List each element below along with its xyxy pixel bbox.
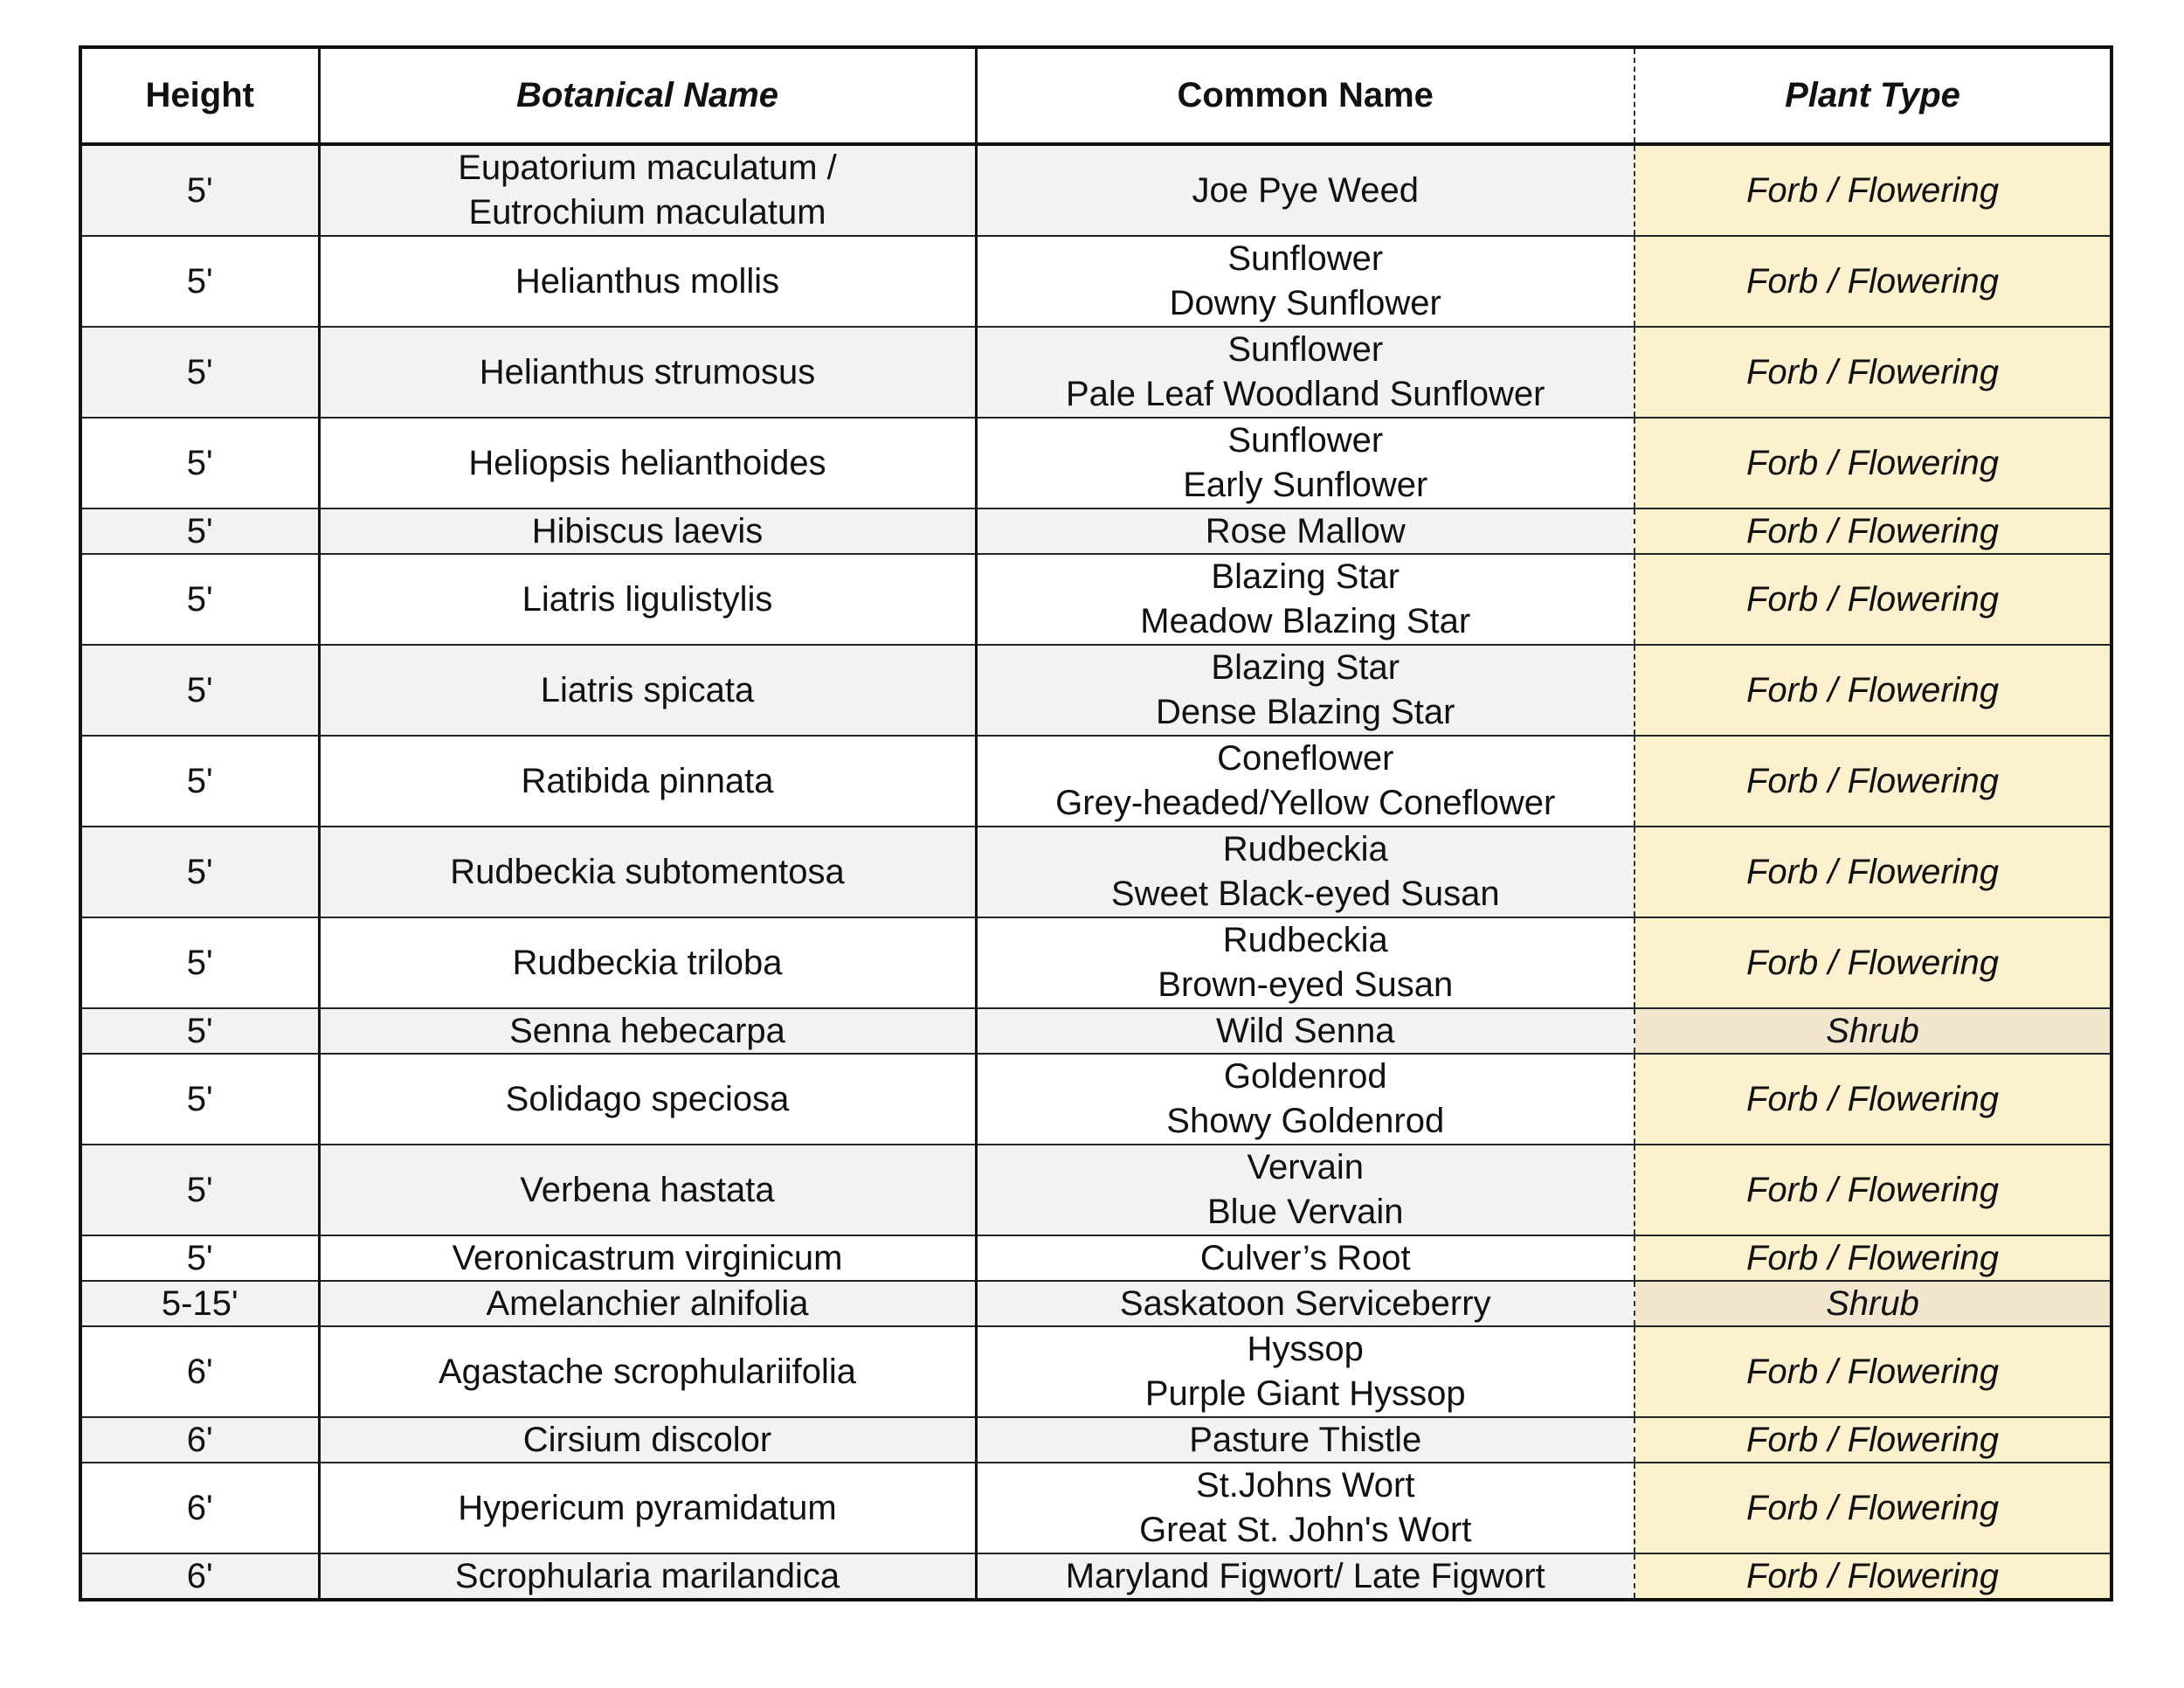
common-name-line: Goldenrod (1223, 1057, 1387, 1096)
botanical-name-cell (319, 736, 976, 827)
common-name-line: Sunflower (1227, 421, 1384, 460)
table-row (80, 1553, 2111, 1600)
common-name-cell (976, 1417, 1635, 1463)
height-cell: 5' (80, 327, 319, 418)
plant-type-cell: Forb / Flowering (1635, 508, 2111, 554)
table-row (80, 917, 2111, 1008)
common-name-line: Brown-eyed Susan (1158, 965, 1454, 1004)
botanical-name-cell (319, 1054, 976, 1145)
botanical-name-cell (319, 1553, 976, 1600)
plant-type-cell: Forb / Flowering (1635, 418, 2111, 508)
common-name-cell (976, 554, 1635, 645)
plant-type-cell: Forb / Flowering (1635, 827, 2111, 917)
common-name-line: Maryland Figwort/ Late Figwort (1065, 1557, 1545, 1595)
plant-type-cell: Shrub (1635, 1008, 2111, 1054)
plant-table (79, 45, 2113, 1602)
table-row (80, 1054, 2111, 1145)
common-name-line: St.Johns Wort (1196, 1466, 1415, 1505)
botanical-name-line: Ratibida pinnata (521, 761, 774, 800)
botanical-name-cell (319, 327, 976, 418)
plant-type-cell: Forb / Flowering (1635, 144, 2111, 236)
botanical-name-cell (319, 1235, 976, 1281)
botanical-name-line: Liatris spicata (540, 670, 755, 709)
common-name-cell (976, 327, 1635, 418)
botanical-name-cell (319, 1326, 976, 1417)
common-name-line: Saskatoon Serviceberry (1119, 1284, 1491, 1323)
common-name-line: Vervain (1247, 1148, 1364, 1186)
common-name-cell (976, 1463, 1635, 1553)
plant-type-cell: Forb / Flowering (1635, 1417, 2111, 1463)
common-name-line: Showy Goldenrod (1166, 1102, 1445, 1140)
botanical-name-line: Eutrochium maculatum (468, 193, 826, 232)
table-row (80, 144, 2111, 236)
common-name-line: Blue Vervain (1206, 1193, 1404, 1231)
common-name-line: Hyssop (1247, 1330, 1364, 1368)
common-name-cell (976, 418, 1635, 508)
common-name-line: Culver’s Root (1199, 1239, 1411, 1277)
plant-rows (80, 144, 2111, 1600)
height-cell: 5-15' (80, 1281, 319, 1326)
common-name-line: Great St. John's Wort (1139, 1511, 1472, 1549)
botanical-name-line: Rudbeckia subtomentosa (450, 852, 845, 891)
common-name-cell (976, 736, 1635, 827)
botanical-name-line: Verbena hastata (520, 1170, 775, 1209)
common-name-cell (976, 236, 1635, 327)
plant-type-cell: Forb / Flowering (1635, 1553, 2111, 1600)
header-botanical-name: Botanical Name (319, 47, 976, 144)
common-name-line: Meadow Blazing Star (1140, 602, 1471, 640)
common-name-cell (976, 1145, 1635, 1235)
height-cell: 5' (80, 917, 319, 1008)
table-row (80, 827, 2111, 917)
header-height: Height (80, 47, 319, 144)
botanical-name-line: Scrophularia marilandica (454, 1557, 840, 1595)
botanical-name-cell (319, 1145, 976, 1235)
header-plant-type: Plant Type (1635, 47, 2111, 144)
table-row (80, 1281, 2111, 1326)
botanical-name-cell (319, 236, 976, 327)
common-name-line: Dense Blazing Star (1156, 693, 1455, 731)
botanical-name-line: Helianthus mollis (515, 261, 780, 301)
botanical-name-cell (319, 418, 976, 508)
height-cell: 6' (80, 1463, 319, 1553)
height-cell: 6' (80, 1326, 319, 1417)
table-row (80, 1008, 2111, 1054)
common-name-line: Grey-headed/Yellow Coneflower (1055, 784, 1556, 822)
table-row (80, 236, 2111, 327)
plant-type-cell: Forb / Flowering (1635, 1145, 2111, 1235)
common-name-line: Early Sunflower (1183, 466, 1428, 504)
table-row (80, 645, 2111, 736)
common-name-line: Blazing Star (1211, 557, 1400, 596)
botanical-name-line: Hibiscus laevis (531, 512, 764, 550)
botanical-name-cell (319, 1281, 976, 1326)
botanical-name-cell (319, 144, 976, 236)
botanical-name-line: Hypericum pyramidatum (458, 1488, 837, 1527)
common-name-line: Sunflower (1227, 330, 1384, 369)
height-cell: 5' (80, 1054, 319, 1145)
height-cell: 5' (80, 1145, 319, 1235)
botanical-name-cell (319, 917, 976, 1008)
plant-type-cell: Shrub (1635, 1281, 2111, 1326)
botanical-name-line: Eupatorium maculatum / (458, 149, 837, 187)
botanical-name-cell (319, 827, 976, 917)
common-name-line: Pasture Thistle (1189, 1421, 1422, 1459)
height-cell: 5' (80, 418, 319, 508)
common-name-cell (976, 1281, 1635, 1326)
common-name-cell (976, 1054, 1635, 1145)
table-row (80, 554, 2111, 645)
height-cell: 5' (80, 508, 319, 554)
botanical-name-line: Veronicastrum virginicum (452, 1239, 843, 1277)
common-name-line: Rudbeckia (1222, 830, 1388, 868)
height-cell: 6' (80, 1417, 319, 1463)
common-name-cell (976, 645, 1635, 736)
common-name-line: Joe Pye Weed (1192, 170, 1419, 210)
table-row (80, 327, 2111, 418)
botanical-name-line: Solidago speciosa (505, 1079, 790, 1118)
plant-type-cell: Forb / Flowering (1635, 1054, 2111, 1145)
table-row (80, 418, 2111, 508)
plant-type-cell: Forb / Flowering (1635, 917, 2111, 1008)
common-name-line: Rose Mallow (1205, 512, 1406, 550)
common-name-line: Rudbeckia (1222, 921, 1388, 959)
plant-type-cell: Forb / Flowering (1635, 327, 2111, 418)
common-name-line: Sweet Black-eyed Susan (1110, 875, 1500, 913)
table-row (80, 736, 2111, 827)
botanical-name-cell (319, 1008, 976, 1054)
plant-type-cell: Forb / Flowering (1635, 236, 2111, 327)
botanical-name-line: Amelanchier alnifolia (486, 1284, 809, 1323)
plant-type-cell: Forb / Flowering (1635, 1326, 2111, 1417)
botanical-name-line: Cirsium discolor (522, 1421, 772, 1459)
plant-type-cell: Forb / Flowering (1635, 1235, 2111, 1281)
botanical-name-line: Rudbeckia triloba (512, 943, 783, 982)
botanical-name-line: Agastache scrophulariifolia (438, 1352, 857, 1391)
height-cell: 5' (80, 827, 319, 917)
height-cell: 5' (80, 554, 319, 645)
botanical-name-line: Liatris ligulistylis (522, 579, 773, 619)
common-name-line: Coneflower (1217, 739, 1394, 778)
height-cell: 5' (80, 1008, 319, 1054)
height-cell: 5' (80, 736, 319, 827)
height-cell: 5' (80, 144, 319, 236)
botanical-name-line: Heliopsis helianthoides (468, 443, 826, 482)
common-name-line: Downy Sunflower (1169, 284, 1441, 322)
common-name-cell (976, 917, 1635, 1008)
plant-type-cell: Forb / Flowering (1635, 1463, 2111, 1553)
common-name-cell (976, 1326, 1635, 1417)
table-row (80, 508, 2111, 554)
botanical-name-line: Senna hebecarpa (509, 1012, 785, 1050)
botanical-name-cell (319, 508, 976, 554)
botanical-name-cell (319, 1463, 976, 1553)
common-name-line: Blazing Star (1211, 648, 1400, 687)
table-row (80, 1463, 2111, 1553)
table-row (80, 1326, 2111, 1417)
common-name-cell (976, 508, 1635, 554)
common-name-cell (976, 144, 1635, 236)
botanical-name-line: Helianthus strumosus (479, 352, 816, 391)
common-name-cell (976, 827, 1635, 917)
common-name-line: Purple Giant Hyssop (1144, 1374, 1466, 1413)
plant-type-cell: Forb / Flowering (1635, 554, 2111, 645)
botanical-name-cell (319, 645, 976, 736)
common-name-cell (976, 1553, 1635, 1600)
botanical-name-cell (319, 554, 976, 645)
common-name-line: Pale Leaf Woodland Sunflower (1065, 375, 1545, 413)
height-cell: 5' (80, 236, 319, 327)
plant-type-cell: Forb / Flowering (1635, 736, 2111, 827)
header-common-name: Common Name (976, 47, 1635, 144)
table-row (80, 1145, 2111, 1235)
common-name-cell (976, 1008, 1635, 1054)
header-row (80, 47, 2111, 144)
plant-type-cell: Forb / Flowering (1635, 645, 2111, 736)
common-name-cell (976, 1235, 1635, 1281)
table-row (80, 1235, 2111, 1281)
common-name-line: Wild Senna (1215, 1012, 1395, 1050)
botanical-name-cell (319, 1417, 976, 1463)
height-cell: 5' (80, 1235, 319, 1281)
height-cell: 5' (80, 645, 319, 736)
common-name-line: Sunflower (1227, 239, 1384, 278)
height-cell: 6' (80, 1553, 319, 1600)
table-row (80, 1417, 2111, 1463)
